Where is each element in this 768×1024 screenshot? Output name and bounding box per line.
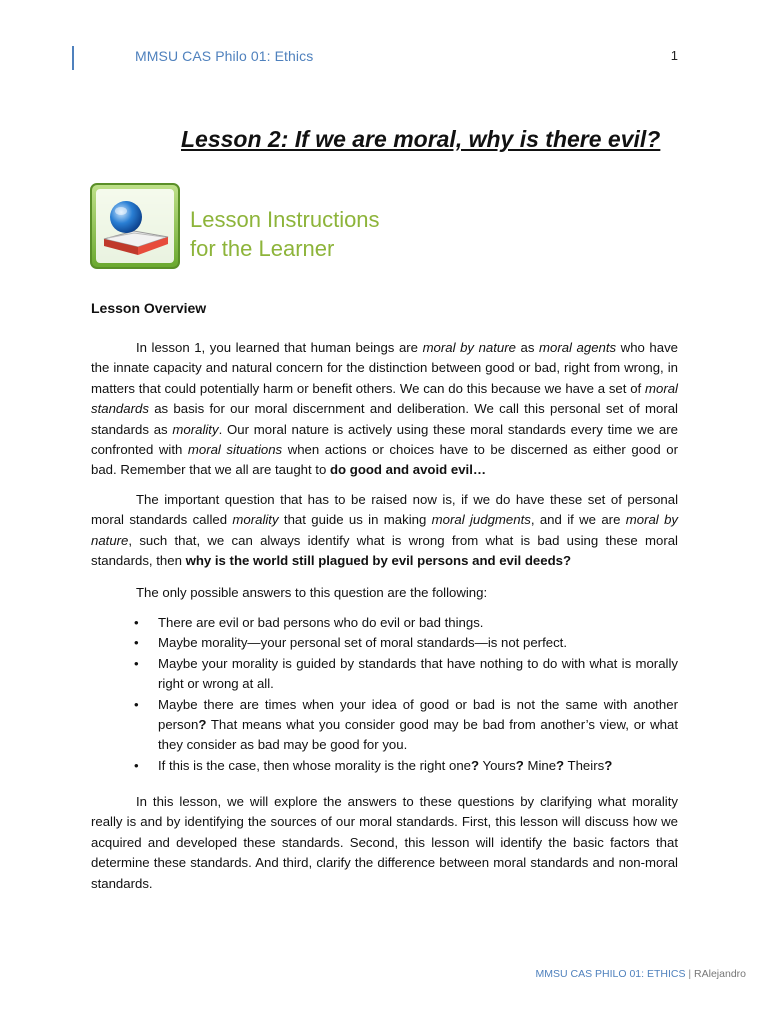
header-rule <box>72 46 74 70</box>
footer-author: RAlejandro <box>694 968 746 980</box>
globe-book-icon <box>90 183 180 269</box>
answers-list <box>91 613 678 776</box>
paragraph-1: In lesson 1, you learned that human beings are moral by nature as moral agents who have the innate capacity and natural concern for the distinction between good or bad, right from wrong, in matters that could potentially harm or benefit others. We can do this because we have a set of moral standards as basis for our moral discernment and deliberation. We call this personal set of moral standards as morality. Our moral nature is actively using these moral standards every time we are confronted with moral situations when actions or choices have to be discerned as either good or bad. Remember that we all are taught to do good and avoid evil… <box>91 340 679 478</box>
header-title: MMSU CAS Philo 01: Ethics <box>135 48 314 64</box>
footer-separator: | <box>688 968 692 980</box>
instructions-line2: for the Learner <box>190 236 335 261</box>
list-item: • There are evil or bad persons who do evil or bad things. <box>91 613 678 633</box>
list-item: • Maybe your morality is guided by standards that have nothing to do with what is morally right or wrong at all. <box>91 654 678 695</box>
instructions-line1: Lesson Instructions <box>190 207 380 232</box>
paragraph-2: The important question that has to be raised now is, if we do have these set of personal moral standards called morality that guide us in making moral judgments, and if we are moral by nature, such that, we can always identify what is wrong from what is bad using these moral standards, then why is the world still plagued by evil persons and evil deeds? <box>91 492 679 569</box>
paragraph-4: In this lesson, we will explore the answers to these questions by clarifying what morality really is and by identifying the sources of our moral standards. First, this lesson will discuss how we acquired and developed these standards. Second, this lesson will identify the basic factors that determine these standards. And third, clarify the difference between moral standards and non-moral standards. <box>91 794 678 891</box>
footer <box>536 968 746 980</box>
instructions-heading <box>190 205 380 263</box>
footer-course: MMSU CAS PHILO 01: ETHICS <box>535 968 686 980</box>
lesson-title: Lesson 2: If we are moral, why is there evil? <box>181 126 661 152</box>
paragraph-3: The only possible answers to this question are the following: <box>136 585 488 600</box>
list-item: • Maybe there are times when your idea of good or bad is not the same with another person? That means what you consider good may be bad from another’s view, or what they consider as bad may be good for you. <box>91 695 678 756</box>
page-number: 1 <box>670 48 678 63</box>
section-heading: Lesson Overview <box>91 300 207 316</box>
list-item: • Maybe morality—your personal set of moral standards—is not perfect. <box>91 633 678 653</box>
list-item: • If this is the case, then whose morality is the right one? Yours? Mine? Theirs? <box>91 756 678 776</box>
